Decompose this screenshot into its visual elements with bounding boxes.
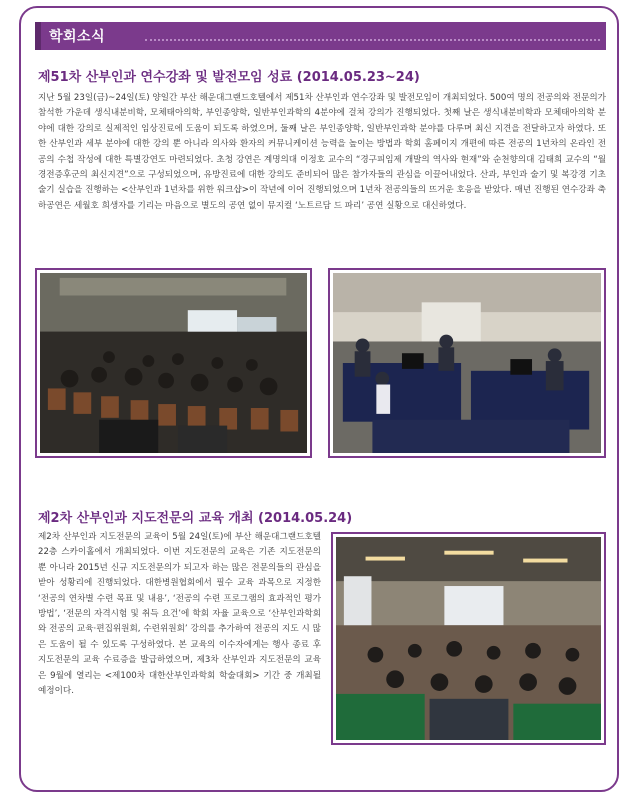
lecture-hall-photo xyxy=(35,268,312,458)
article1-body: 지난 5월 23일(금)~24일(토) 양일간 부산 해운대그랜드호텔에서 제51차 산부인과 연수강좌 및 발전모임이 개최되었다. 500여 명의 전공의와 전문의가 참석한 가운데 생식내분비학, 모체태아의학, 부인종양학, 일반부인과학의 4분야에 걸쳐 강의가 진행되었다. 첫째 날은 생식내분비학과 모체태아의학 분야에 대한 강의로 실제적인 임상진료에 도움이 되도록 하였으며, 둘째 날은 부인종양학, 일반부인과학 분야를 다루며 최신 지견을 전달하고자 하였다. 또한 산부인과 세부 분야에 대한 강의 뿐 아니라 의사와 환자의 커뮤니케이션 능력을 높이는 방법과 학회 홈페이지 개편에 따른 전공의 1년차의 온라인 전공의 수첩 작성에 대한 특별강연도 마련되었다. 초청 강연은 계명의대 이정호 교수의 “경구피임제 개발의 역사와 현재”와 순천향의대 김태희 교수의 “월경전증후군의 최신지견”으로 구성되었으며, 유방진료에 대한 강의도 준비되어 많은 참가자들의 관심을 이끌어내었다. 산과, 부인과 술기 및 복강경 기초 술기 실습을 진행하는 <산부인과 1년차를 위한 워크샵>이 작년에 이어 진행되었으며 1년차 전공의들의 뜨거운 호응을 받았다. 매년 진행된 연수강좌 축하공연은 세월호 희생자를 기리는 마음으로 별도의 공연 없이 뮤지컬 ‘노트르담 드 파리’ 공연 실황으로 대신하였다. xyxy=(38,93,606,211)
article2-title: 제2차 산부인과 지도전문의 교육 개최 (2014.05.24) xyxy=(38,511,353,526)
header-dotted-rule xyxy=(145,33,600,41)
article2-body: 제2차 산부인과 지도전문의 교육이 5월 24일(토)에 부산 해운대그랜드호텔 22층 스카이홀에서 개최되었다. 이번 지도전문의 교육은 기존 지도전문의 뿐 아니라 2015년 신규 지도전문의가 되고자 하는 많은 전문의들의 관심을 받아 성황리에 진행되었다. 대한병원협회에서 필수 교육 과목으로 지정한 ‘전공의 연차별 수련 목표 및 내용’, ‘전공의 수련 프로그램의 효과적인 평가방법’, ‘전문의 자격시험 및 취득 요건’에 학회 자율 교육으로 ‘산부인과학회와 전공의 교육·편집위원회, 수련위원회’ 강의를 추가하여 전공의 지도 시 많은 도움이 될 수 있도록 구성하였다. 본 교육의 이수자에게는 행사 종료 후 지도전문의 교육 수료증을 발급하였으며, 제3차 산부인과 지도전문의 교육은 9월에 열리는 <제100차 대한산부인과학회 학술대회> 기간 중 개최될 예정이다. xyxy=(38,532,321,697)
section-header-title: 학회소식 xyxy=(49,29,106,45)
article1-title: 제51차 산부인과 연수강좌 및 발전모임 성료 (2014.05.23~24) xyxy=(38,70,420,85)
header-notch xyxy=(35,22,41,50)
conference-hall-photo xyxy=(331,532,606,745)
workshop-photo xyxy=(328,268,606,458)
section-header xyxy=(35,22,606,50)
